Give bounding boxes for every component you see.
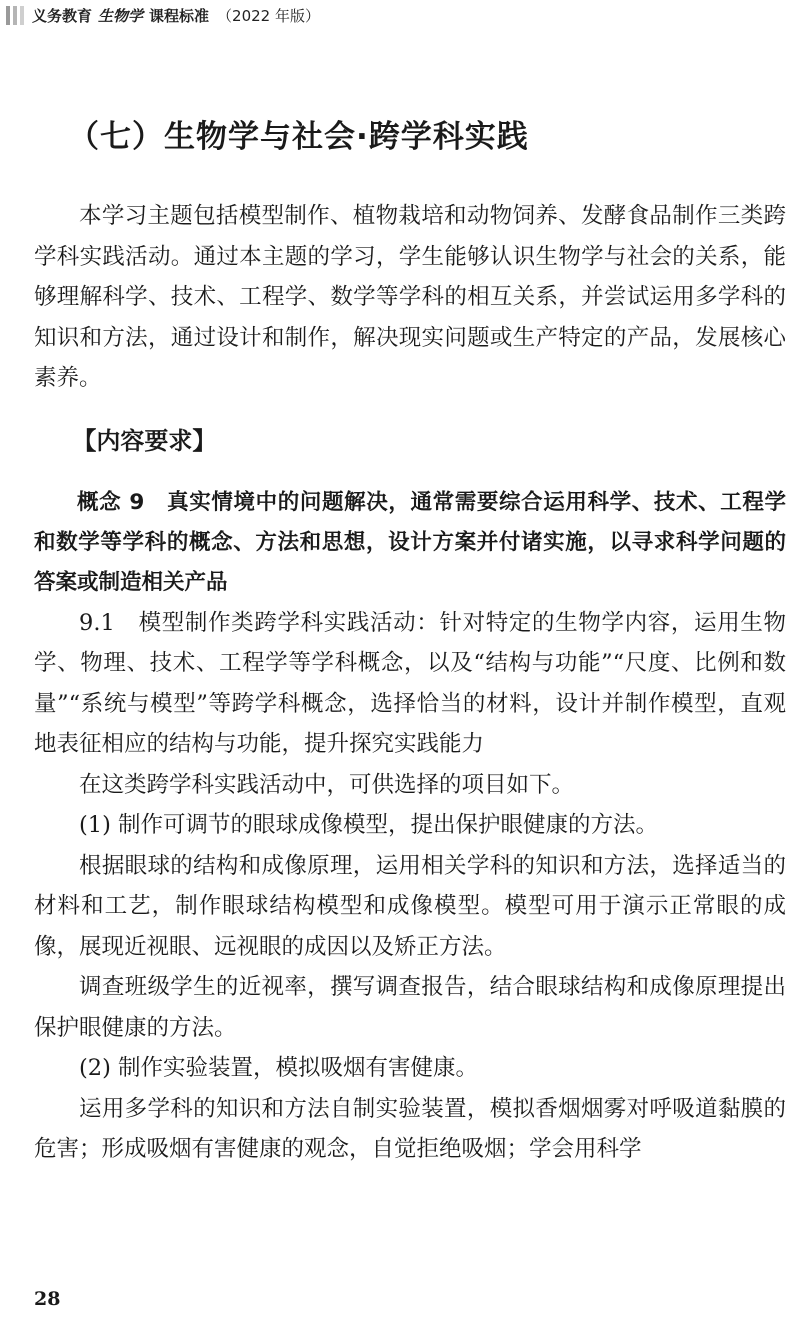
page-body bbox=[34, 196, 786, 1170]
header-bar bbox=[20, 6, 24, 25]
item-9-1: 9.1 模型制作类跨学科实践活动：针对特定的生物学内容，运用生物学、物理、技术、工程学等学科概念，以及“结构与功能”“尺度、比例和数量”“系统与模型”等跨学科概念，选择恰当的材料，设计并制作模型，直观地表征相应的结构与功能，提升探究实践能力 bbox=[34, 609, 786, 757]
header-decoration bbox=[6, 6, 24, 25]
project-2-paragraph-1: 运用多学科的知识和方法自制实验装置，模拟香烟烟雾对呼吸道黏膜的危害；形成吸烟有害健康的观念，自觉拒绝吸烟；学会用科学 bbox=[34, 1095, 786, 1162]
section-title: （七）生物学与社会·跨学科实践 bbox=[68, 119, 529, 155]
running-header bbox=[6, 4, 320, 26]
intro-paragraph: 本学习主题包括模型制作、植物栽培和动物饲养、发酵食品制作三类跨学科实践活动。通过本主题的学习，学生能够认识生物学与社会的关系，能够理解科学、技术、工程学、数学等学科的相互关系，并尝试运用多学科的知识和方法，通过设计和制作，解决现实问题或生产特定的产品，发展核心素养。 bbox=[34, 203, 786, 391]
header-doc: 课程标准 bbox=[149, 6, 210, 25]
project-1-title: (1) 制作可调节的眼球成像模型，提出保护眼健康的方法。 bbox=[79, 812, 659, 838]
header-subject: 生物学 bbox=[98, 6, 144, 25]
concept-9: 概念 9 真实情境中的问题解决，通常需要综合运用科学、技术、工程学和数学等学科的概念、方法和思想，设计方案并付诸实施，以寻求科学问题的答案或制造相关产品 bbox=[34, 489, 786, 595]
header-series: 义务教育 bbox=[32, 6, 93, 25]
project-2-title: (2) 制作实验装置，模拟吸烟有害健康。 bbox=[79, 1055, 479, 1081]
projects-intro: 在这类跨学科实践活动中，可供选择的项目如下。 bbox=[79, 771, 575, 798]
project-1-paragraph-2: 调查班级学生的近视率，撰写调查报告，结合眼球结构和成像原理提出保护眼健康的方法。 bbox=[34, 974, 786, 1041]
header-edition: （2022 年版） bbox=[217, 6, 320, 25]
project-1-paragraph-1: 根据眼球的结构和成像原理，运用相关学科的知识和方法，选择适当的材料和工艺，制作眼球结构模型和成像模型。模型可用于演示正常眼的成像，展现近视眼、远视眼的成因以及矫正方法。 bbox=[34, 852, 786, 960]
content-requirements-heading: 【内容要求】 bbox=[72, 426, 217, 455]
header-bar bbox=[6, 6, 10, 25]
header-bar bbox=[13, 6, 17, 25]
page-number: 28 bbox=[34, 1288, 61, 1310]
